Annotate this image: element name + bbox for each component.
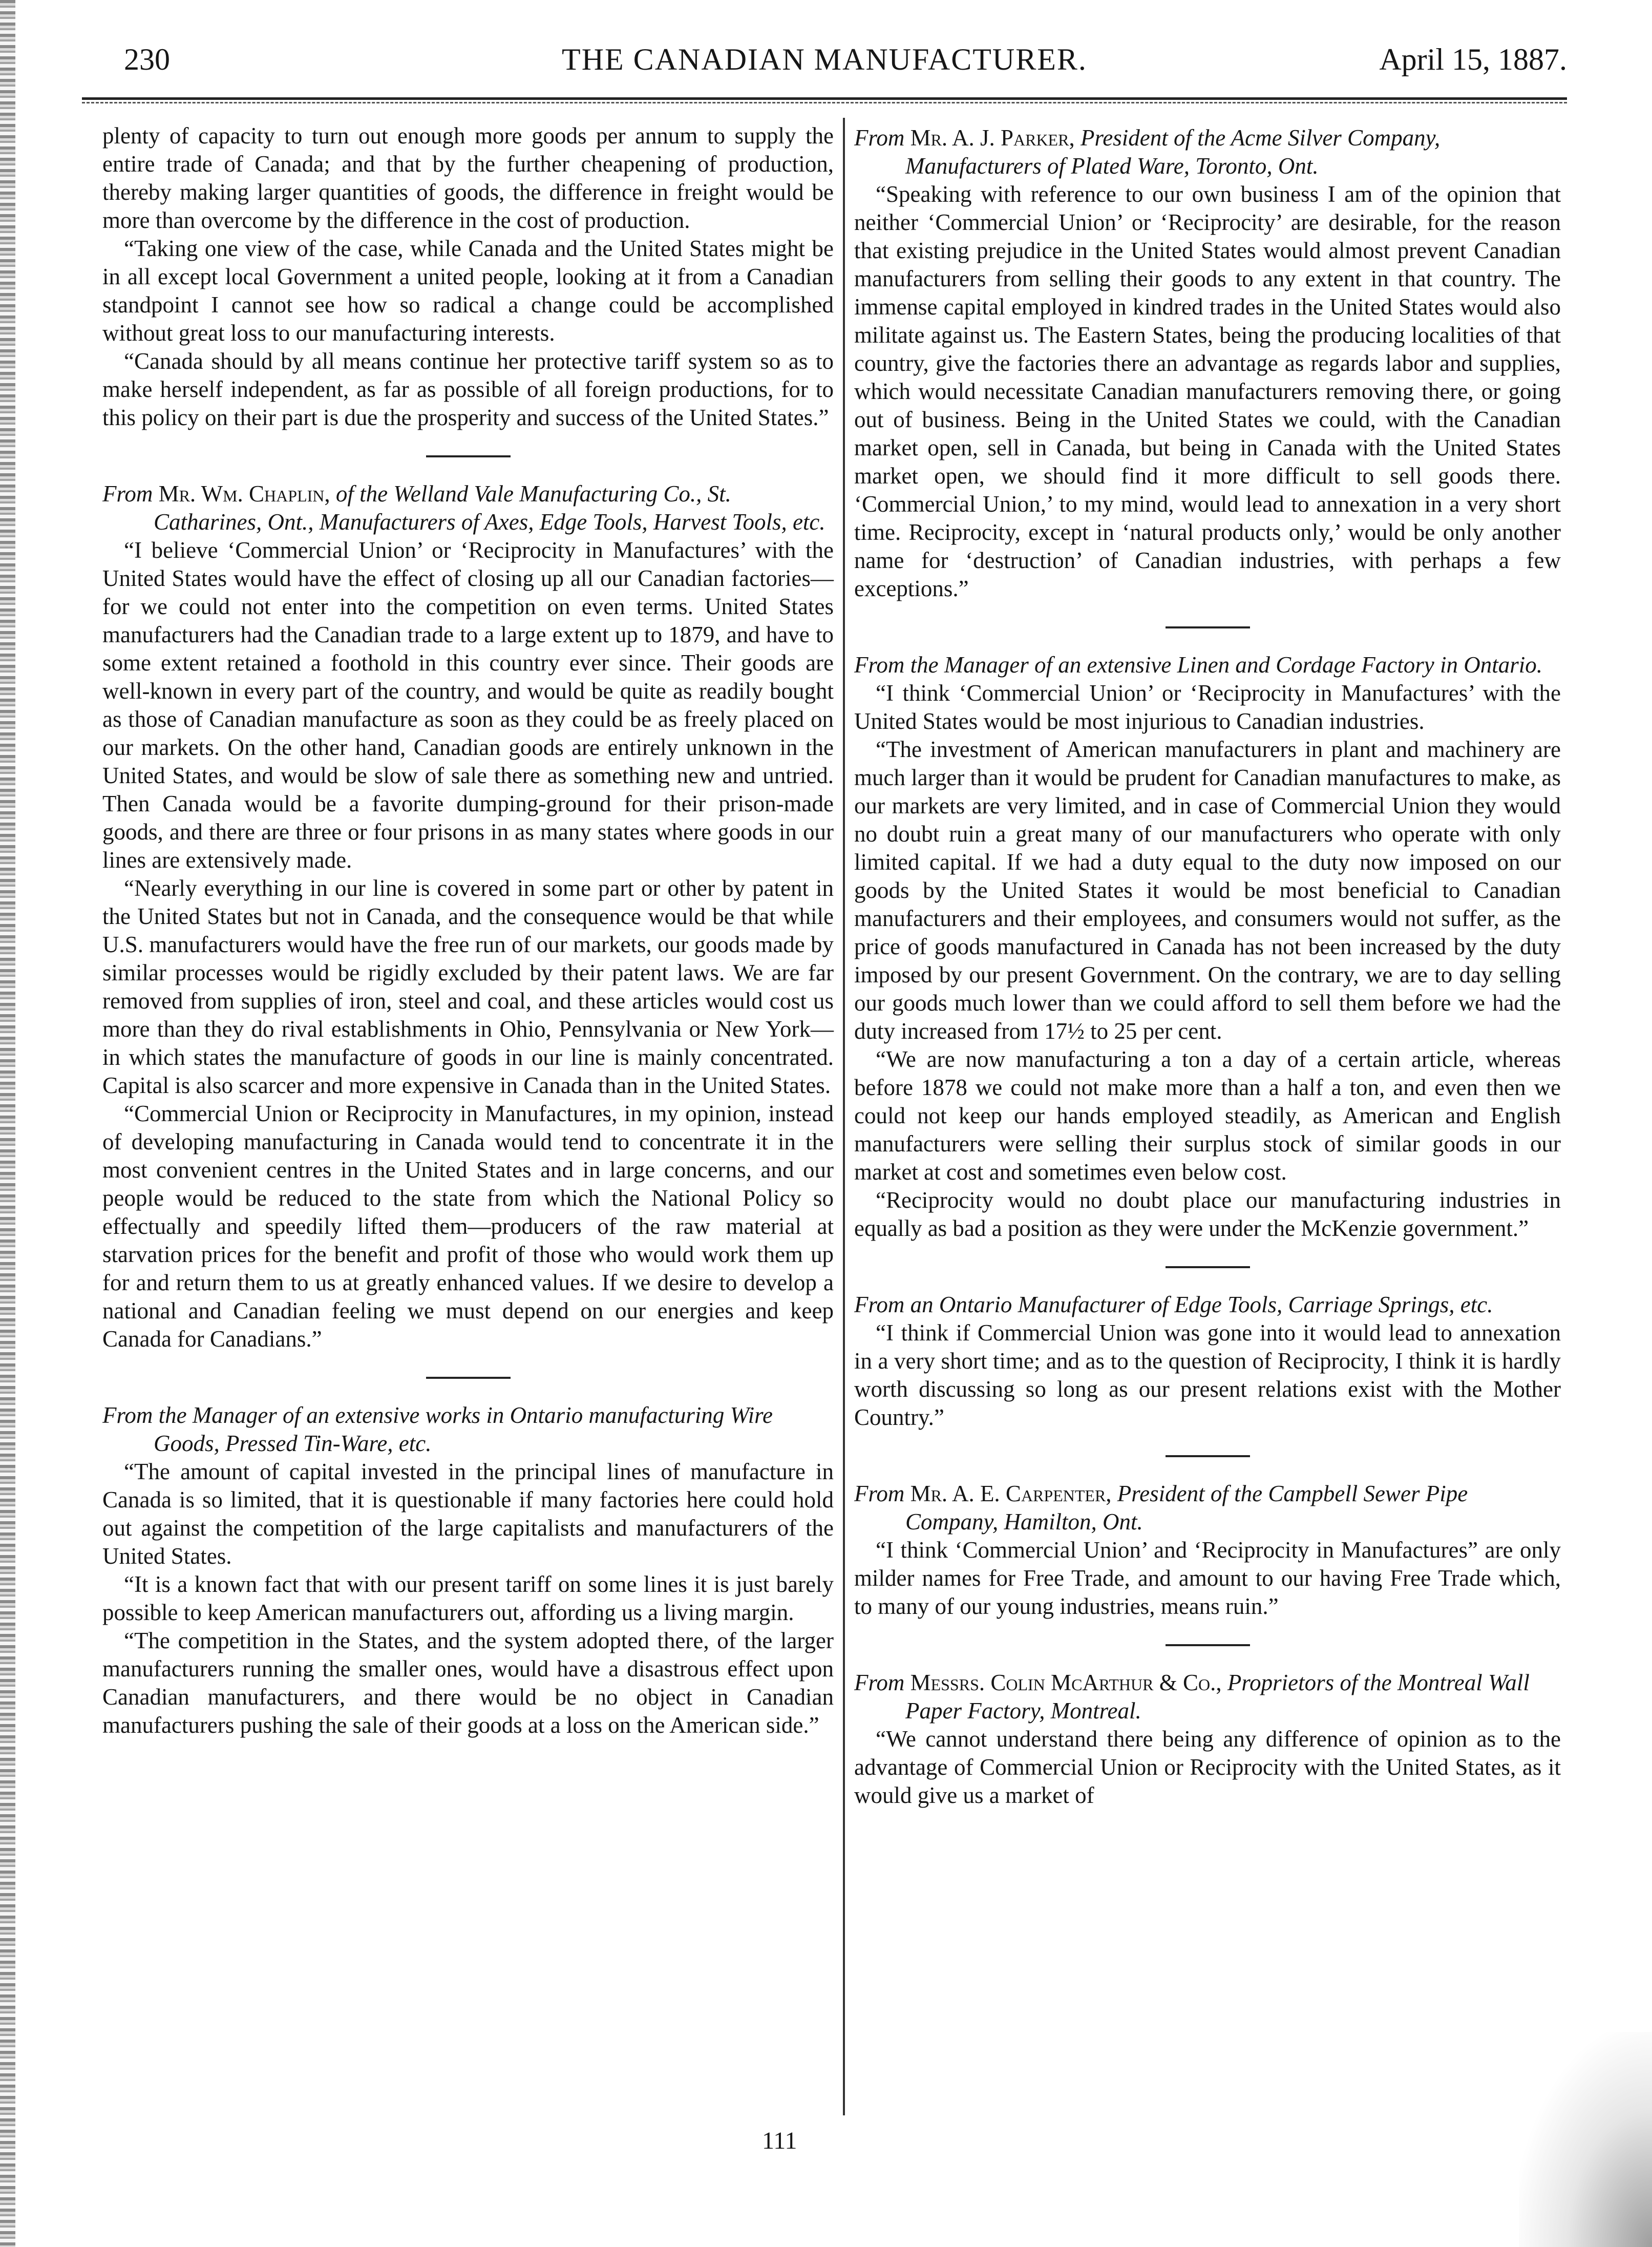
paragraph: “The investment of American manufacturers in plant and machinery are much larger than it would be prudent for Canadian manufactures to make, as our markets are very limited, and in case of Commercial Union they would no doubt ruin a great many of our manufacturers who operate with only limited capital. If we had a duty equal to the duty now imposed on our goods by the United States it would be most beneficial to Canadian manufacturers and their employees, and consumers would not suffer, as the price of goods manufactured in Canada has not been increased by the duty imposed by our present Government. On the contrary, we are to day selling our goods much lower than we could afford to sell them before we had the duty increased from 17½ to 25 per cent. [854, 737, 1561, 1044]
section-rule [426, 455, 511, 457]
paragraph: “We cannot understand there being any difference of opinion as to the advantage of Commercial Union or Reciprocity with the United States, as it would give us a market of [854, 1726, 1561, 1808]
source-name: Mr. A. E. Carpenter, [910, 1481, 1112, 1506]
paragraph: “I think ‘Commercial Union’ and ‘Reciprocity in Manufactures” are only milder names for Free Trade, and amount to our having Free Trade which, to many of our young industries, means ruin.” [854, 1537, 1561, 1619]
source-heading [854, 124, 1561, 180]
section-rule [1166, 626, 1250, 628]
scan-edge-left [0, 0, 15, 2247]
source-name: Mr. A. J. Parker, [910, 125, 1075, 151]
folio-number: 111 [762, 2127, 797, 2154]
paragraph: “It is a known fact that with our present tariff on some lines it is just barely possible to keep American manufacturers out, affording us a living margin. [102, 1571, 834, 1625]
source-name: Messrs. Colin McArthur & Co., [910, 1670, 1222, 1695]
source-heading [854, 1480, 1561, 1536]
source-heading: From the Manager of an extensive Linen and Cordage Factory in Ontario. [854, 652, 1542, 678]
masthead-title: THE CANADIAN MANUFACTURER. [562, 43, 1087, 76]
page-number: 230 [124, 43, 170, 76]
source-from: From [854, 1670, 905, 1695]
right-column [854, 122, 1561, 1810]
paragraph: “Canada should by all means continue her protective tariff system so as to make herself independent, as far as possible of all foreign productions, for to this policy on their part is due the prosperity and success of the United States.” [102, 348, 834, 430]
source-affiliation: President of the Campbell Sewer Pipe Company, Hamilton, Ont. [905, 1481, 1468, 1535]
paragraph: “The competition in the States, and the system adopted there, of the larger manufacturers running the smaller ones, would have a disastrous effect upon Canadian manufacturers, and there would be no object in Canadian manufacturers pushing the sale of their goods at a loss on the American side.” [102, 1628, 834, 1738]
source-heading: From the Manager of an extensive works in Ontario manufacturing Wire Goods, Pressed Tin-Ware, etc. [102, 1402, 773, 1456]
paragraph: “I think if Commercial Union was gone into it would lead to annexation in a very short time; and as to the question of Reciprocity, I think it is hardly worth discussing so long as our present relations exist with the Mother Country.” [854, 1320, 1561, 1430]
header-rule [82, 97, 1567, 103]
source-heading [854, 1669, 1561, 1725]
source-heading [102, 480, 834, 536]
paragraph: “Taking one view of the case, while Canada and the United States might be in all except local Government a united people, looking at it from a Canadian standpoint I cannot see how so radical a change could be accomplished without great loss to our manufacturing interests. [102, 236, 834, 346]
source-heading: From an Ontario Manufacturer of Edge Tools, Carriage Springs, etc. [854, 1292, 1493, 1317]
paragraph: “I believe ‘Commercial Union’ or ‘Reciprocity in Manufactures’ with the United States would have the effect of closing up all our Canadian factories—for we could not enter into the competition on even terms. United States manufacturers had the Canadian trade to a large extent up to 1879, and have to some extent retained a foothold in this country ever since. Their goods are well-known in every part of the country, and would be quite as readily bought as those of Canadian manufacture as soon as they could be as freely placed on our markets. On the other hand, Canadian goods are entirely unknown in the United States, and would be slow of sale there as something new and untried. Then Canada would be a favorite dumping-ground for their prison-made goods, and there are three or four prisons in as many states where goods in our lines are extensively made. [102, 537, 834, 873]
paragraph: “Speaking with reference to our own business I am of the opinion that neither ‘Commercial Union’ or ‘Reciprocity’ are desirable, for the reason that existing prejudice in the United States would almost prevent Canadian manufacturers from selling their goods to any extent in that country. The immense capital employed in kindred trades in the United States would also militate against us. The Eastern States, being the producing localities of that country, give the factories there an advantage as regards labor and supplies, which would necessitate Canadian manufacturers removing there, or going out of business. Being in the United States we could, with the Canadian market open, sell in Canada, but being in Canada with the United States market open, we should find it more difficult to sell goods there. ‘Commercial Union,’ to my mind, would lead to annexation in a very short time. Reciprocity, except in ‘natural products only,’ would be only another name for ‘destruction’ of Canadian industries, with perhaps a few exceptions.” [854, 181, 1561, 601]
paragraph: plenty of capacity to turn out enough more goods per annum to supply the entire trade of Canada; and that by the further cheapening of production, thereby making larger quantities of goods, the difference in freight would be more than overcome by the difference in the cost of production. [102, 123, 834, 233]
section-rule [1166, 1644, 1250, 1646]
source-name: Mr. Wm. Chaplin, [158, 481, 330, 507]
section-rule [1166, 1266, 1250, 1268]
page-header [82, 32, 1567, 88]
source-affiliation: Proprietors of the Montreal Wall Paper Factory, Montreal. [905, 1670, 1530, 1724]
paragraph: “Commercial Union or Reciprocity in Manufactures, in my opinion, instead of developing manufacturing in Canada would tend to concentrate it in the most convenient centres in the United States and in large concerns, and our people would be reduced to the state from which the National Policy so effectually and speedily lifted them—producers of the raw material at starvation prices for the benefit and profit of those who would work them up for and return them to us at greatly enhanced values. If we desire to develop a national and Canadian feeling we must depend on our energies and keep Canada for Canadians.” [102, 1101, 834, 1352]
paragraph: “We are now manufacturing a ton a day of a certain article, whereas before 1878 we could not make more than a half a ton, and even then we could not keep our hands employed steadily, as American and English manufacturers were selling their surplus stock of similar goods in our market at cost and sometimes even below cost. [854, 1046, 1561, 1185]
paragraph: “Reciprocity would no doubt place our manufacturing industries in equally as bad a position as they were under the McKenzie government.” [854, 1187, 1561, 1241]
paragraph: “Nearly everything in our line is covered in some part or other by patent in the United States but not in Canada, and the consequence would be that while U.S. manufacturers would have the free run of our markets, our goods made by similar processes would be rigidly excluded by their patent laws. We are far removed from supplies of iron, steel and coal, and these articles would cost us more than they do rival establishments in Ohio, Pennsylvania or New York—in which states the manufacture of goods in our line is mainly concentrated. Capital is also scarcer and more expensive in Canada than in the United States. [102, 875, 834, 1098]
paragraph: “I think ‘Commercial Union’ or ‘Reciprocity in Manufactures’ with the United States would be most injurious to Canadian industries. [854, 680, 1561, 734]
source-from: From [854, 125, 905, 151]
source-from: From [102, 481, 153, 507]
scan-smudge [1519, 2032, 1652, 2247]
section-rule [426, 1377, 511, 1379]
column-divider [843, 118, 845, 2115]
source-from: From [854, 1481, 905, 1506]
source-affiliation: President of the Acme Silver Company, Manufacturers of Plated Ware, Toronto, Ont. [905, 125, 1441, 179]
source-affiliation: of the Welland Vale Manufacturing Co., St. Catharines, Ont., Manufacturers of Axes, Edge Tools, Harvest Tools, etc. [154, 481, 825, 535]
paragraph: “The amount of capital invested in the principal lines of manufacture in Canada is so limited, that it is questionable if many factories here could hold out against the competition of the large capitalists and manufacturers of the United States. [102, 1459, 834, 1569]
section-rule [1166, 1455, 1250, 1457]
issue-date: April 15, 1887. [1379, 43, 1567, 76]
left-column [102, 122, 834, 1739]
